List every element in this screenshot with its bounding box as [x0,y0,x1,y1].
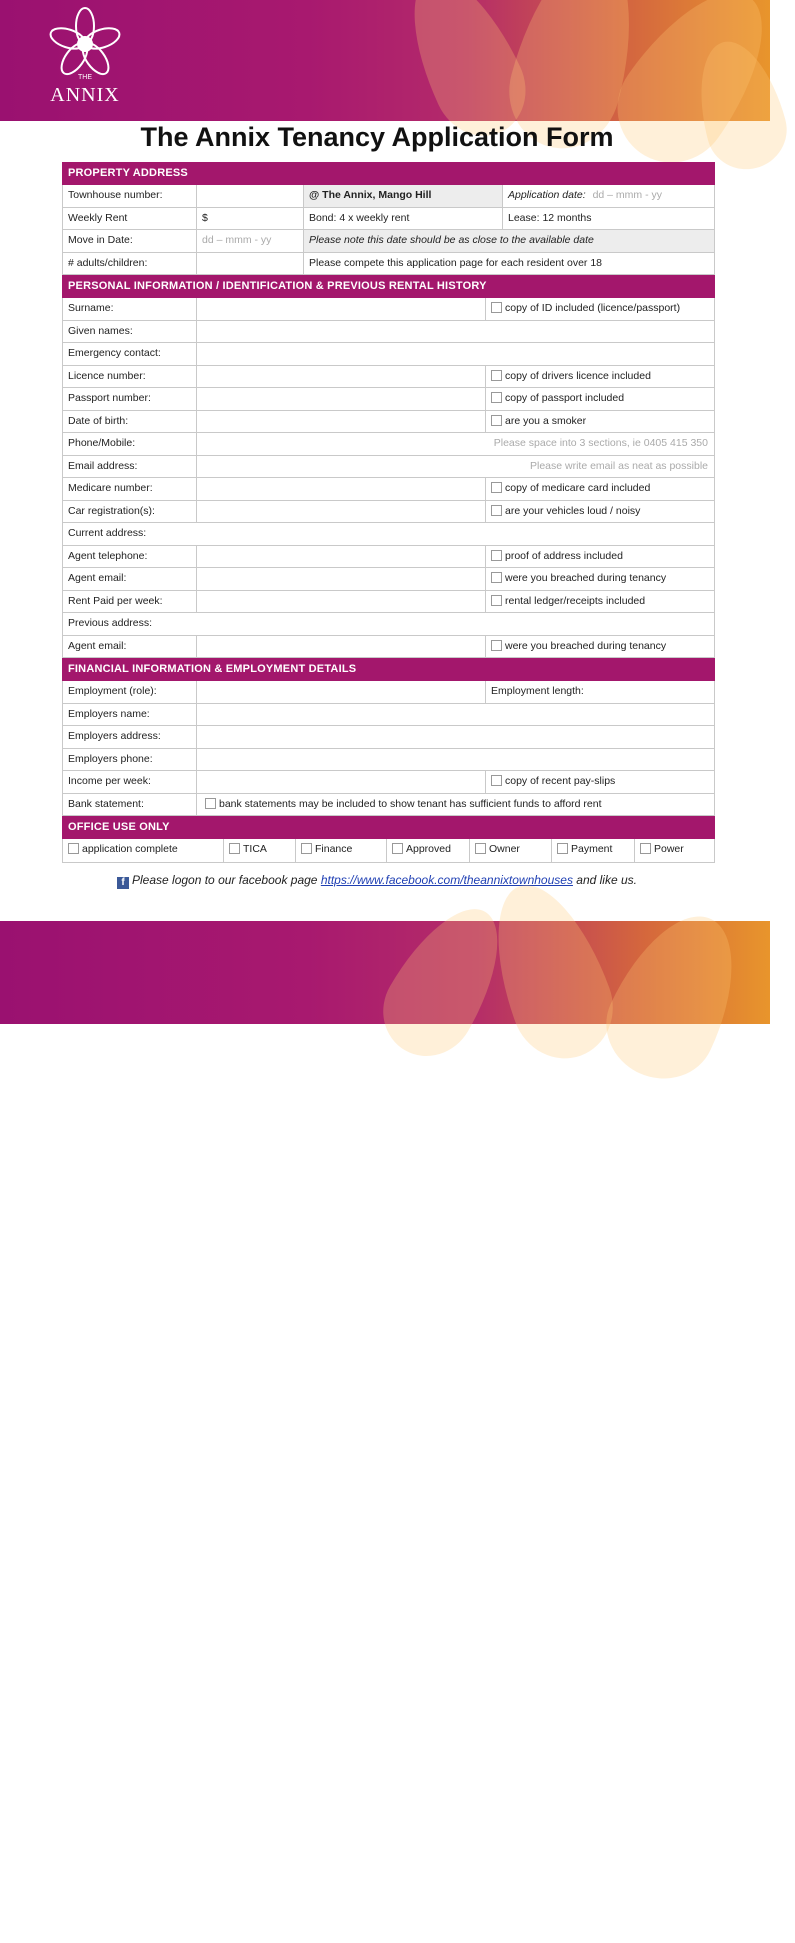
agent-email-label: Agent email: [63,568,197,590]
breached-checkbox[interactable] [486,568,714,590]
form-row [62,478,715,501]
employment-label: Employment (role): [63,681,197,703]
licence-checkbox-label: copy of drivers licence included [505,369,651,382]
checkbox-icon[interactable] [205,798,216,809]
form-row [62,343,715,366]
north-lakes-text: North Lakes [44,1913,126,1929]
emergency-label: Emergency contact: [63,343,197,365]
flower-icon [40,6,130,84]
form-row [62,253,715,276]
form-row [62,433,715,456]
section-financial: FINANCIAL INFORMATION & EMPLOYMENT DETAILS [62,658,715,681]
form-row [62,794,715,817]
checkbox-icon[interactable] [301,843,312,854]
logo-text: ANNIX [50,84,120,106]
office-checkbox-owner[interactable] [470,839,552,862]
rent-paid-label: Rent Paid per week: [63,591,197,613]
adults-note: Please compete this application page for each resident over 18 [309,256,603,269]
licence-input[interactable] [197,366,486,388]
move-in-input[interactable]: dd – mmm - yy [197,230,304,252]
bank-checkbox[interactable] [197,794,714,816]
application-date-placeholder: dd – mmm - yy [592,189,662,201]
checkbox-icon[interactable] [491,775,502,786]
adults-label: # adults/children: [63,253,197,275]
application-date-field[interactable] [503,185,714,207]
facebook-note-after: and like us. [572,873,637,887]
facebook-icon[interactable]: f [117,877,129,889]
id-checkbox-label: copy of ID included (licence/passport) [505,302,681,314]
id-checkbox[interactable] [486,298,714,320]
employment-length-field[interactable]: Employment length: [491,685,584,697]
licence-label: Licence number: [63,366,197,388]
footer-banner [0,921,770,1929]
checkbox-icon[interactable] [491,550,502,561]
form-row [62,321,715,344]
phone-label: Phone/Mobile: [63,433,197,455]
checkbox-icon[interactable] [640,843,651,854]
agent-email-input[interactable] [197,568,486,590]
payslip-checkbox-label: copy of recent pay-slips [505,775,616,787]
checkbox-icon[interactable] [229,843,240,854]
dob-input[interactable] [197,411,486,433]
form-row [62,636,715,659]
passport-checkbox[interactable] [486,388,714,410]
adults-input[interactable] [197,253,304,275]
form-row [62,546,715,569]
checkbox-icon[interactable] [491,595,502,606]
car-checkbox-label: are your vehicles loud / noisy [505,504,641,517]
agent-phone-label: Agent telephone: [63,546,197,568]
office-row [62,839,715,863]
ledger-checkbox[interactable] [486,591,714,613]
payslip-checkbox[interactable] [486,771,714,793]
email-label: Email address: [63,456,197,478]
surname-input[interactable] [197,298,486,320]
bank-checkbox-label: bank statements may be included to show tenant has sufficient funds to afford rent [219,797,602,810]
office-item-label: Power [654,843,684,855]
employer-address-label: Employers address: [63,726,197,748]
car-label: Car registration(s): [63,501,197,523]
form-row [62,681,715,704]
office-item-label: application complete [82,843,178,855]
checkbox-icon[interactable] [491,415,502,426]
facebook-note [0,873,754,889]
facebook-link[interactable]: https://www.facebook.com/theannixtownhouses [320,873,573,887]
office-checkbox-finance[interactable] [296,839,387,862]
checkbox-icon[interactable] [491,572,502,583]
checkbox-icon[interactable] [491,640,502,651]
page-title: The Annix Tenancy Application Form [140,122,614,152]
employment-input[interactable] [197,681,486,703]
proof-checkbox-label: proof of address included [505,549,623,562]
income-input[interactable] [197,771,486,793]
form-row [62,613,715,636]
section-property-address: PROPERTY ADDRESS [62,162,715,185]
form-row [62,704,715,727]
income-label: Income per week: [63,771,197,793]
bond-text: Bond: 4 x weekly rent [304,208,503,230]
checkbox-icon[interactable] [491,505,502,516]
breached2-checkbox-label: were you breached during tenancy [505,639,667,652]
townhouse-input[interactable] [197,185,304,207]
section-office: OFFICE USE ONLY [62,816,715,839]
office-item-label: Finance [315,843,353,855]
form-row [62,501,715,524]
employer-name-label: Employers name: [63,704,197,726]
form-row [62,411,715,434]
email-input[interactable]: Please write email as neat as possible [529,459,708,472]
form-row [62,230,715,253]
annix-logo [40,6,130,116]
current-address-label: Current address: [68,527,147,539]
form-row [62,568,715,591]
rent-paid-input[interactable] [197,591,486,613]
employer-name-input[interactable] [197,704,714,726]
car-input[interactable] [197,501,486,523]
checkbox-icon[interactable] [557,843,568,854]
form-row [62,726,715,749]
office-item-label: Approved [406,843,451,855]
breached-checkbox-label: were you breached during tenancy [505,572,667,584]
application-form [62,162,715,863]
logo-small-text: THE [78,74,92,81]
form-row [62,208,715,231]
checkbox-icon[interactable] [475,843,486,854]
lease-text: Lease: 12 months [508,211,592,224]
checkbox-icon[interactable] [491,392,502,403]
medicare-label: Medicare number: [63,478,197,500]
breached2-checkbox[interactable] [486,636,714,658]
office-checkbox-tica[interactable] [224,839,296,862]
agent-email2-input[interactable] [197,636,486,658]
employer-phone-input[interactable] [197,749,714,771]
ledger-checkbox-label: rental ledger/receipts included [505,594,646,607]
medicare-input[interactable] [197,478,486,500]
checkbox-icon[interactable] [491,370,502,381]
checkbox-icon[interactable] [491,482,502,493]
office-item-label: TICA [243,843,267,855]
section-personal: PERSONAL INFORMATION / IDENTIFICATION & PREVIOUS RENTAL HISTORY [62,275,715,298]
knot-icon [40,1853,130,1913]
checkbox-icon[interactable] [491,302,502,313]
form-row [62,298,715,321]
dob-label: Date of birth: [63,411,197,433]
medicare-checkbox-label: copy of medicare card included [505,482,651,494]
proof-checkbox[interactable] [486,546,714,568]
bank-label: Bank statement: [63,794,197,816]
checkbox-icon[interactable] [392,843,403,854]
application-date-label: Application date: [508,189,586,201]
north-lakes-logo [40,1853,130,1943]
passport-checkbox-label: copy of passport included [505,392,625,404]
form-row [62,749,715,772]
office-checkbox-application-complete[interactable] [63,839,224,862]
employer-phone-label: Employers phone: [63,749,197,771]
form-row [62,771,715,794]
medicare-checkbox[interactable] [486,478,714,500]
agent-email2-label: Agent email: [63,636,197,658]
surname-label: Surname: [63,298,197,320]
office-checkbox-approved[interactable] [387,839,470,862]
smoker-checkbox[interactable] [486,411,714,433]
office-checkbox-power[interactable] [635,839,714,862]
move-in-label: Move in Date: [63,230,197,252]
form-row [62,591,715,614]
employer-address-input[interactable] [197,726,714,748]
form-row [62,388,715,411]
move-in-note: Please note this date should be as close to the available date [304,230,714,252]
smoker-checkbox-label: are you a smoker [505,414,587,427]
facebook-note-text: Please logon to our facebook page [132,873,321,887]
townhouse-label: Townhouse number: [63,185,197,207]
weekly-rent-input[interactable]: $ [197,208,304,230]
form-row [62,523,715,546]
phone-input[interactable]: Please space into 3 sections, ie 0405 415 350 [493,437,708,449]
passport-input[interactable] [197,388,486,410]
licence-checkbox[interactable] [486,366,714,388]
form-row [62,366,715,389]
car-checkbox[interactable] [486,501,714,523]
checkbox-icon[interactable] [68,843,79,854]
emergency-input[interactable] [197,343,714,365]
given-names-input[interactable] [197,321,714,343]
form-row [62,185,715,208]
agent-phone-input[interactable] [197,546,486,568]
form-row [62,456,715,479]
office-checkbox-payment[interactable] [552,839,635,862]
previous-address-label: Previous address: [68,617,153,629]
header-banner [0,0,770,121]
property-address: @ The Annix, Mango Hill [304,185,503,207]
passport-label: Passport number: [63,388,197,410]
office-item-label: Payment [571,843,613,855]
weekly-rent-label: Weekly Rent [63,208,197,230]
given-names-label: Given names: [63,321,197,343]
office-item-label: Owner [489,843,520,855]
